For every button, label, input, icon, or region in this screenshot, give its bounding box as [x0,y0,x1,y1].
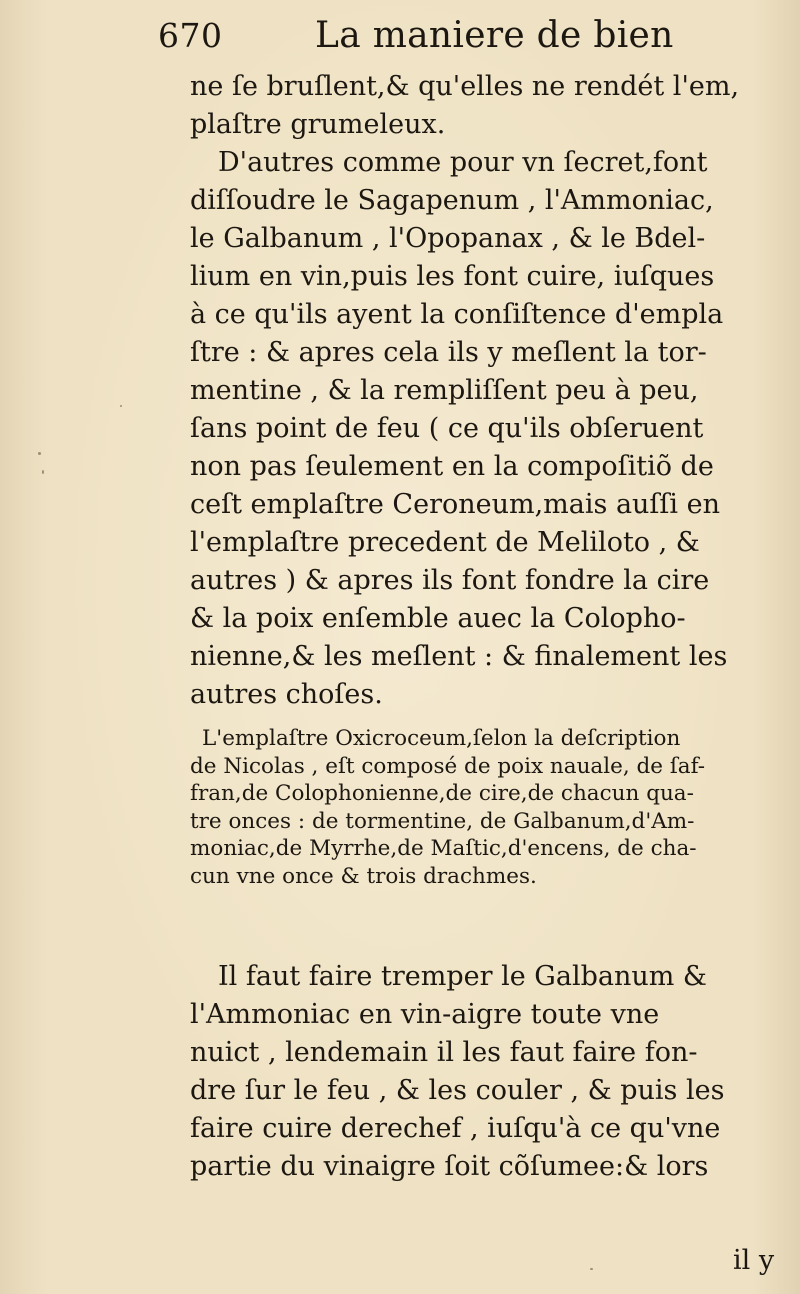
text-line: moniac,de Myrrhe,de Maſtic,d'encens, de cha- [190,836,697,862]
paragraph-3 [190,958,782,1186]
paper-speck [120,405,122,407]
paper-speck [590,1268,593,1270]
text-line: l'Ammoniac en vin-aigre toute vne [190,999,660,1030]
catchword: il y [733,1245,775,1276]
text-line: nuict , lendemain il les faut faire fon- [190,1037,698,1068]
text-line: mentine , & la rempliſſent peu à peu, [190,375,699,406]
text-line: l'emplaſtre precedent de Meliloto , & [190,527,700,558]
text-line: ſtre : & apres cela ils y meſlent la tor- [190,337,707,368]
text-line: fran,de Colophonienne,de cire,de chacun qua- [190,781,694,807]
paper-speck [38,452,41,455]
text-line: autres ) & apres ils font fondre la cire [190,565,710,596]
text-line: plaſtre grumeleux. [190,109,446,140]
text-line: Il faut faire tremper le Galbanum & [218,961,707,992]
text-line: dre ſur le feu , & les couler , & puis les [190,1075,725,1106]
text-line: nienne,& les meſlent : & finalement les [190,641,728,672]
text-line: le Galbanum , l'Opopanax , & le Bdel- [190,223,706,254]
paper-speck [42,470,44,474]
text-line: D'autres comme pour vn ſecret,font [218,147,708,178]
page-header [158,12,678,60]
running-title: La maniere de bien [315,15,674,56]
text-line: & la poix enſemble auec la Colopho- [190,603,686,634]
text-line: lium en vin,puis les font cuire, iuſques [190,261,715,292]
text-line: tre onces : de tormentine, de Galbanum,d'Am- [190,808,695,834]
text-line: autres choſes. [190,679,383,710]
text-line: faire cuire derechef , iuſqu'à ce qu'vne [190,1113,721,1144]
text-line: ſans point de feu ( ce qu'ils obſeruent [190,413,704,444]
text-line: ne ſe bruſlent,& qu'elles ne rendét l'em, [190,71,740,102]
paragraph-1 [190,68,782,714]
text-line: ceſt emplaſtre Ceroneum,mais auſſi en [190,489,721,520]
text-line: diſſoudre le Sagapenum , l'Ammoniac, [190,185,714,216]
text-line: à ce qu'ils ayent la conſiſtence d'empla [190,299,724,330]
paragraph-2 [190,725,782,891]
page-number: 670 [158,16,223,55]
text-line: de Nicolas , eſt composé de poix nauale, de ſaf- [190,753,706,779]
text-line: non pas ſeulement en la compoſitiõ de [190,451,714,482]
text-line: cun vne once & trois drachmes. [190,863,537,889]
text-line: partie du vinaigre ſoit cõſumee:& lors [190,1151,709,1182]
text-line: L'emplaſtre Oxicroceum,ſelon la deſcription [202,726,681,751]
